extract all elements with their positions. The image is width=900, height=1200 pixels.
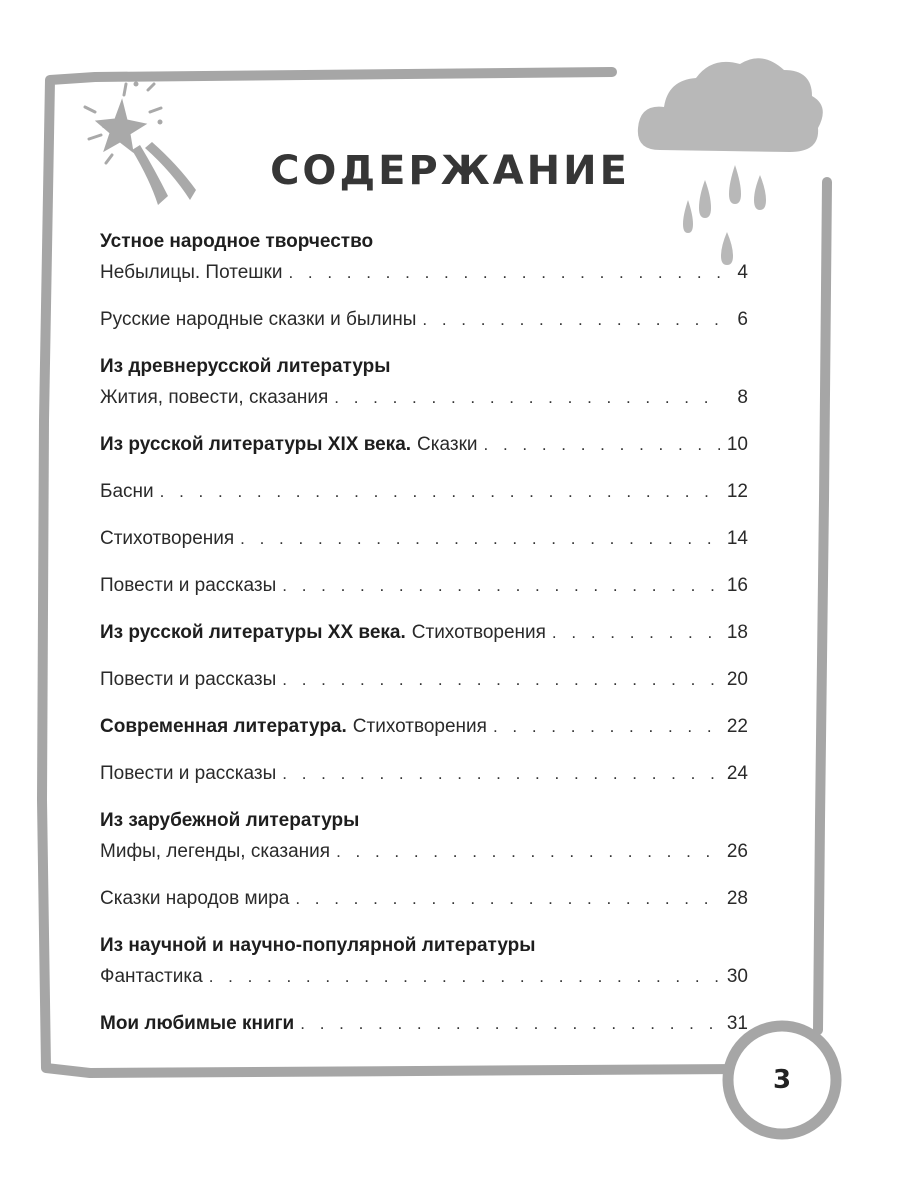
toc-entry-title: Басни bbox=[100, 481, 154, 502]
toc-entry-label bbox=[100, 1008, 294, 1039]
toc-section-heading: Из русской литературы XX века. bbox=[100, 622, 406, 643]
toc-section bbox=[100, 351, 748, 413]
toc-entry[interactable] bbox=[100, 382, 748, 413]
dot-leader bbox=[282, 664, 720, 695]
toc-page-number: 24 bbox=[726, 763, 748, 784]
dot-leader bbox=[295, 883, 720, 914]
toc-entry[interactable] bbox=[100, 836, 748, 867]
toc-entry-title: Сказки народов мира bbox=[100, 888, 290, 909]
toc-page-number: 12 bbox=[726, 481, 748, 502]
toc-page-number: 16 bbox=[726, 575, 748, 596]
dot-leader bbox=[288, 257, 720, 288]
dot-leader bbox=[422, 304, 720, 335]
toc-page-number: 18 bbox=[726, 622, 748, 643]
toc-entry-title: Повести и рассказы bbox=[100, 669, 277, 690]
toc-page-number: 20 bbox=[726, 669, 748, 690]
toc-entry[interactable] bbox=[100, 617, 748, 648]
toc-page-number: 8 bbox=[737, 387, 748, 408]
toc-section-heading: Устное народное творчество bbox=[100, 231, 374, 252]
toc-page-number: 30 bbox=[726, 966, 748, 987]
toc-section-heading: Из научной и научно-популярной литературы bbox=[100, 935, 536, 956]
toc-section bbox=[100, 617, 748, 695]
toc-entry[interactable] bbox=[100, 664, 748, 695]
toc-entry[interactable] bbox=[100, 883, 748, 914]
dot-leader bbox=[552, 617, 720, 648]
toc-entry-title: Стихотворения bbox=[352, 716, 487, 737]
toc-entry-title: Мифы, легенды, сказания bbox=[100, 841, 331, 862]
toc-page-number: 31 bbox=[726, 1013, 748, 1034]
toc-page-number: 14 bbox=[726, 528, 748, 549]
toc-section bbox=[100, 429, 748, 601]
toc-entry[interactable] bbox=[100, 476, 748, 507]
toc-section-heading: Из древнерусской литературы bbox=[100, 356, 391, 377]
dot-leader bbox=[282, 758, 720, 789]
toc-section bbox=[100, 711, 748, 789]
toc-page-number: 22 bbox=[726, 716, 748, 737]
toc-entry[interactable] bbox=[100, 1008, 748, 1039]
dot-leader bbox=[334, 382, 720, 413]
toc-page-number: 6 bbox=[737, 309, 748, 330]
dot-leader bbox=[160, 476, 720, 507]
dot-leader bbox=[336, 836, 720, 867]
toc-entry[interactable] bbox=[100, 523, 748, 554]
toc-entry[interactable] bbox=[100, 304, 748, 335]
dot-leader bbox=[282, 570, 720, 601]
toc-entry-title: Повести и рассказы bbox=[100, 763, 277, 784]
page-title: СОДЕРЖАНИЕ bbox=[270, 148, 630, 194]
toc-section bbox=[100, 226, 748, 335]
toc-entry-title: Жития, повести, сказания bbox=[100, 387, 329, 408]
toc-page-number: 10 bbox=[726, 434, 748, 455]
toc-entry-label bbox=[100, 711, 487, 742]
toc-entry-title: Стихотворения bbox=[100, 528, 235, 549]
toc-entry[interactable] bbox=[100, 570, 748, 601]
toc-entry-title: Повести и рассказы bbox=[100, 575, 277, 596]
toc-section-heading: Мои любимые книги bbox=[100, 1013, 295, 1034]
toc-entry-title: Русские народные сказки и былины bbox=[100, 309, 417, 330]
dot-leader bbox=[240, 523, 720, 554]
toc-page-number: 26 bbox=[726, 841, 748, 862]
toc-section bbox=[100, 1008, 748, 1039]
page-number-text: 3 bbox=[772, 1065, 792, 1095]
toc-entry-label bbox=[100, 617, 546, 648]
toc-entry-title: Фантастика bbox=[100, 966, 203, 987]
dot-leader bbox=[484, 429, 721, 460]
toc-entry[interactable] bbox=[100, 711, 748, 742]
table-of-contents bbox=[100, 226, 748, 1055]
toc-page-number: 4 bbox=[737, 262, 748, 283]
toc-entry[interactable] bbox=[100, 257, 748, 288]
dot-leader bbox=[493, 711, 720, 742]
toc-entry-title: Сказки bbox=[417, 434, 478, 455]
toc-section-heading: Из зарубежной литературы bbox=[100, 810, 360, 831]
toc-section-heading: Современная литература. bbox=[100, 716, 347, 737]
toc-entry[interactable] bbox=[100, 758, 748, 789]
toc-entry-title: Стихотворения bbox=[411, 622, 546, 643]
dot-leader bbox=[209, 961, 720, 992]
toc-section bbox=[100, 805, 748, 914]
toc-section bbox=[100, 930, 748, 992]
toc-entry-title: Небылицы. Потешки bbox=[100, 262, 283, 283]
toc-page-number: 28 bbox=[726, 888, 748, 909]
toc-entry-label bbox=[100, 429, 478, 460]
dot-leader bbox=[300, 1008, 720, 1039]
toc-entry[interactable] bbox=[100, 429, 748, 460]
toc-entry[interactable] bbox=[100, 961, 748, 992]
toc-section-heading: Из русской литературы XIX века. bbox=[100, 434, 412, 455]
